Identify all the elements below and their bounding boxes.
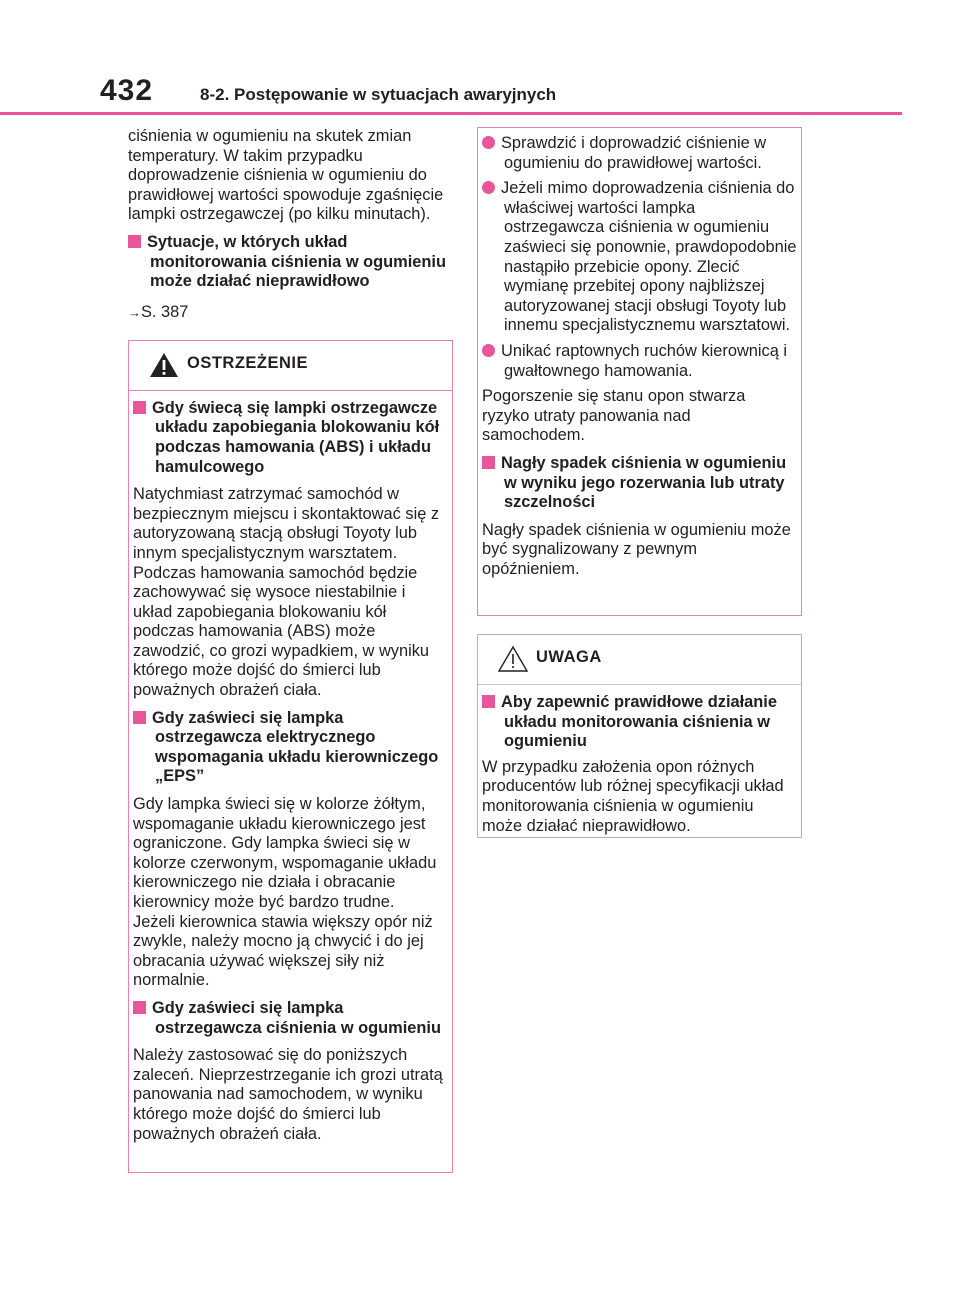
warning-text-eps: Gdy lampka świeci się w kolorze żółtym, wspomaganie układu kierowniczego jest ograniczone. Gdy lampka świeci się w kolorze czerwonym, wspomaganie układu kierowniczego nie działa i obracanie kierownicy może być bardzo trudne. — [133, 795, 437, 911]
warning-text-abs: Natychmiast zatrzymać samochód w bezpiecznym miejscu i skontaktować się z autoryzowaną stacją obsługi Toyoty lub innym specjalistycznym warsztatem. Podczas hamowania samochód będzie zachowywać się wysoce niestabilnie i układ zapobiegania blokowaniu kół podczas hamowania (ABS) może zawodzić, co grozi wypadkiem, w wyniku którego może dojść do śmierci lub poważnych obrażeń ciała. — [133, 485, 440, 700]
sudden-pressure-heading — [482, 454, 797, 513]
section-heading-text: Sytuacje, w których układ monitorowania ciśnienia w ogumieniu może działać nieprawidłowo — [147, 232, 446, 291]
warning-box-header — [129, 341, 452, 391]
warning-heading-eps-text: Gdy zaświeci się lampka ostrzegawcza elektrycznego wspomagania układu kierowniczego „EPS” — [152, 708, 439, 786]
square-bullet-icon — [482, 456, 495, 469]
section-heading — [128, 233, 453, 292]
warning-triangle-icon — [149, 351, 179, 379]
page-number: 432 — [100, 74, 154, 107]
warning-heading-eps — [133, 709, 448, 787]
page-header — [0, 0, 960, 120]
warning-text-eps-2: Jeżeli kierownica stawia większy opór niż zwykle, należy mocno ją chwycić i do jej obracania używać większej siły niż normalnie. — [133, 912, 433, 990]
bullet-text: Unikać raptownych ruchów kierownicą i gwałtownego hamowania. — [501, 341, 788, 380]
round-bullet-icon — [482, 344, 495, 357]
round-bullet-icon — [482, 181, 495, 194]
sudden-pressure-heading-text: Nagły spadek ciśnienia w ogumieniu w wyniku jego rozerwania lub utraty szczelności — [501, 453, 787, 512]
warning-heading-tpms-text: Gdy zaświeci się lampka ostrzegawcza ciśnienia w ogumieniu — [152, 998, 441, 1037]
sudden-pressure-text: Nagły spadek ciśnienia w ogumieniu może być sygnalizowany z pewnym opóźnieniem. — [482, 520, 791, 578]
notice-heading-text: Aby zapewnić prawidłowe działanie układu monitorowania ciśnienia w ogumieniu — [501, 693, 777, 751]
page-reference-text: S. 387 — [141, 302, 189, 321]
tire-condition-text: Pogorszenie się stanu opon stwarza ryzyko utraty panowania nad samochodem. — [482, 387, 746, 445]
bullet-item — [482, 179, 797, 336]
right-column — [477, 127, 802, 838]
arrow-right-icon: → — [128, 304, 141, 320]
bullet-item — [482, 342, 797, 381]
warning-heading-abs-text: Gdy świecą się lampki ostrzegawcze układu zapobiegania blokowaniu kół podczas hamowania (ABS) i układu hamulcowego — [152, 398, 440, 476]
notice-text: W przypadku założenia opon różnych producentów lub różnej specyfikacji układ monitorowania ciśnienia w ogumieniu może działać nieprawidłowo. — [482, 757, 784, 835]
bullet-text: Jeżeli mimo doprowadzenia ciśnienia do właściwej wartości lampka ostrzegawcza ciśnienia w ogumieniu zaświeci się ponownie, prawdopodobnie nastąpiło przebicie opony. Zlecić wymianę przebitej opony najbliższej autoryzowanej stacji obsługi Toyoty lub innemu specjalistycznemu warsztatowi. — [501, 179, 797, 335]
page-reference[interactable] — [128, 302, 453, 323]
warning-box-body — [129, 391, 452, 1154]
intro-paragraph: ciśnienia w ogumieniu na skutek zmian temperatury. W takim przypadku doprowadzenie ciśnienia w ogumieniu do prawidłowej wartości spowoduje zgaśnięcie lampki ostrzegawczej (po kilku minutach). — [128, 127, 444, 224]
notice-heading — [482, 693, 797, 752]
square-bullet-icon — [133, 401, 146, 414]
bullet-item — [482, 134, 797, 173]
notice-box-title: UWAGA — [536, 648, 602, 666]
left-column — [128, 127, 453, 1173]
square-bullet-icon — [482, 695, 495, 708]
warning-heading-abs — [133, 399, 448, 477]
square-bullet-icon — [133, 1001, 146, 1014]
warning-text-tpms: Należy zastosować się do poniższych zaleceń. Nieprzestrzeganie ich grozi utratą panowania nad samochodem, w wyniku którego może dojść do śmierci lub poważnych obrażeń ciała. — [133, 1046, 443, 1143]
square-bullet-icon — [133, 711, 146, 724]
square-bullet-icon — [128, 235, 141, 248]
notice-box-body — [478, 685, 801, 846]
notice-box — [477, 634, 802, 838]
warning-heading-tpms — [133, 999, 448, 1038]
round-bullet-icon — [482, 136, 495, 149]
notice-triangle-icon — [498, 645, 528, 673]
header-rule — [0, 112, 902, 115]
section-title: 8-2. Postępowanie w sytuacjach awaryjnych — [200, 85, 557, 104]
bullet-text: Sprawdzić i doprowadzić ciśnienie w ogumieniu do prawidłowej wartości. — [501, 134, 767, 172]
notice-box-header — [478, 635, 801, 685]
warning-box-continued — [477, 127, 802, 616]
warning-box — [128, 340, 453, 1173]
warning-box-title: OSTRZEŻENIE — [187, 353, 309, 372]
